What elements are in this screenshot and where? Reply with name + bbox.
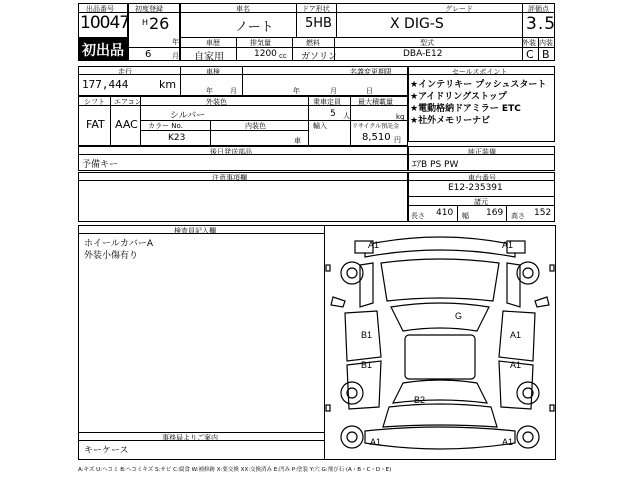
inspection-month-unit: 月	[230, 87, 237, 95]
model: DBA-E12	[403, 49, 443, 59]
chassis: E12-235391	[448, 183, 503, 193]
damage-front-right-fender: A1	[502, 240, 514, 250]
year-unit: 年	[172, 38, 179, 46]
mileage-label: 走行	[118, 68, 132, 76]
height: 152	[534, 208, 552, 218]
first-listing: 初出品	[82, 43, 124, 59]
door: 5HB	[305, 16, 332, 31]
displacement-unit: cc	[279, 52, 287, 60]
ac: AAC	[115, 118, 138, 131]
accessories: 予備キー	[82, 160, 119, 170]
mileage-unit: km	[159, 78, 177, 91]
capacity-unit: 人	[343, 112, 350, 120]
load-label: 最大積載量	[358, 98, 393, 106]
car-name-label: 車名	[236, 5, 250, 13]
import-label: 輸入	[313, 122, 327, 130]
ac-label: エアコン	[114, 98, 142, 106]
inspection-line-2: 外装小傷有り	[84, 251, 139, 261]
sales-point-1: ★インテリキー プッシュスタート	[410, 80, 547, 90]
damage-right-rear-door: A1	[510, 360, 522, 370]
load-unit: kg	[396, 113, 405, 121]
length: 410	[436, 208, 454, 218]
inspection-year-unit: 年	[206, 87, 213, 95]
chassis-label: 車台番号	[468, 174, 496, 182]
first-reg-label: 初度登録	[135, 5, 163, 13]
int-color-label: 内装色	[245, 122, 266, 130]
displacement-label: 排気量	[250, 39, 271, 47]
shift-label: シフト	[84, 98, 105, 106]
import-unit: 車	[294, 137, 301, 145]
change-day-unit: 日	[366, 87, 373, 95]
month-unit: 月	[172, 52, 179, 60]
damage-rear-hatch: B2	[414, 395, 426, 405]
equipment: ｴｱB PS PW	[412, 160, 459, 170]
color-no: K23	[168, 133, 186, 143]
lot-no-label: 出品番号	[86, 5, 114, 13]
color: シルバー	[170, 111, 206, 121]
capacity-label: 乗車定員	[313, 98, 341, 106]
accessories-label: 後日発送部品	[210, 148, 252, 156]
first-reg-year: 26	[149, 14, 170, 33]
door-label: ドア形状	[302, 5, 330, 13]
inspection-label: 車検	[206, 68, 220, 76]
recycle-unit: 円	[394, 136, 401, 144]
office-label: 事務局よりご案内	[162, 434, 218, 442]
era: H	[142, 18, 149, 27]
inspection-line-1: ホイールカバーA	[84, 239, 153, 249]
usage: 自家用	[194, 52, 224, 63]
damage-front-left-fender: A1	[368, 240, 380, 250]
width-label: 幅	[462, 212, 469, 220]
damage-left-front-door: B1	[361, 330, 373, 340]
usage-label: 車歴	[206, 39, 220, 47]
ext-score: C	[526, 48, 534, 61]
dims-label: 諸元	[474, 198, 488, 206]
int-label: 内装	[539, 39, 553, 47]
change-year-unit: 年	[293, 87, 300, 95]
recycle-label: リサイクル預託金	[352, 123, 400, 130]
car-diagram	[325, 227, 555, 459]
inspection-notes-label: 検査員記入欄	[174, 227, 216, 235]
score-label: 評価点	[528, 5, 549, 13]
damage-rear-right-quarter: A1	[502, 437, 514, 447]
damage-legend: A:キズ U:ヘコミ B:ヘコミキズ S:サビ C:腐食 W:補修跡 X:要交換 XX:交換済み E:凹み P:塗装 Y:穴 G:飛び石 (A・B・C・D・E)	[78, 467, 392, 473]
sales-point-3: ★電動格納ドアミラー ETC	[410, 104, 521, 114]
color-no-label: カラー No.	[148, 122, 183, 130]
office-note: キーケース	[84, 446, 129, 456]
int-score: B	[542, 48, 550, 61]
damage-windshield: G	[455, 311, 463, 321]
shift: FAT	[86, 118, 105, 131]
damage-rear-left-quarter: A1	[370, 437, 382, 447]
sales-point-label: セールスポイント	[452, 68, 508, 76]
sales-point-4: ★社外メモリーナビ	[410, 116, 491, 126]
fuel-label: 燃料	[306, 39, 320, 47]
mileage: 177,444	[82, 78, 129, 91]
recycle: 8,510	[362, 132, 391, 143]
height-label: 高さ	[511, 212, 525, 220]
car-name: ノート	[235, 20, 274, 35]
color-label: 外装色	[206, 98, 227, 106]
notes-label: 注意事項欄	[212, 174, 247, 182]
ext-label: 外装	[522, 39, 536, 47]
first-reg-month: 6	[145, 49, 152, 60]
fuel: ガソリン	[301, 52, 338, 62]
lot-no: 10047	[80, 13, 130, 33]
displacement: 1200	[254, 49, 277, 59]
score: 3.5	[526, 14, 557, 34]
capacity: 5	[330, 109, 336, 119]
damage-right-front-door: A1	[510, 330, 522, 340]
model-label: 型式	[420, 39, 434, 47]
change-label: 名義変更期限	[350, 68, 392, 76]
length-label: 長さ	[411, 212, 425, 220]
damage-left-rear-door: B1	[361, 360, 373, 370]
grade: X DIG-S	[390, 16, 444, 32]
sales-point-2: ★アイドリングストップ	[410, 92, 507, 102]
change-month-unit: 月	[330, 87, 337, 95]
width: 169	[486, 208, 504, 218]
grade-label: グレード	[445, 5, 473, 13]
equipment-label: 純正装備	[468, 148, 496, 156]
